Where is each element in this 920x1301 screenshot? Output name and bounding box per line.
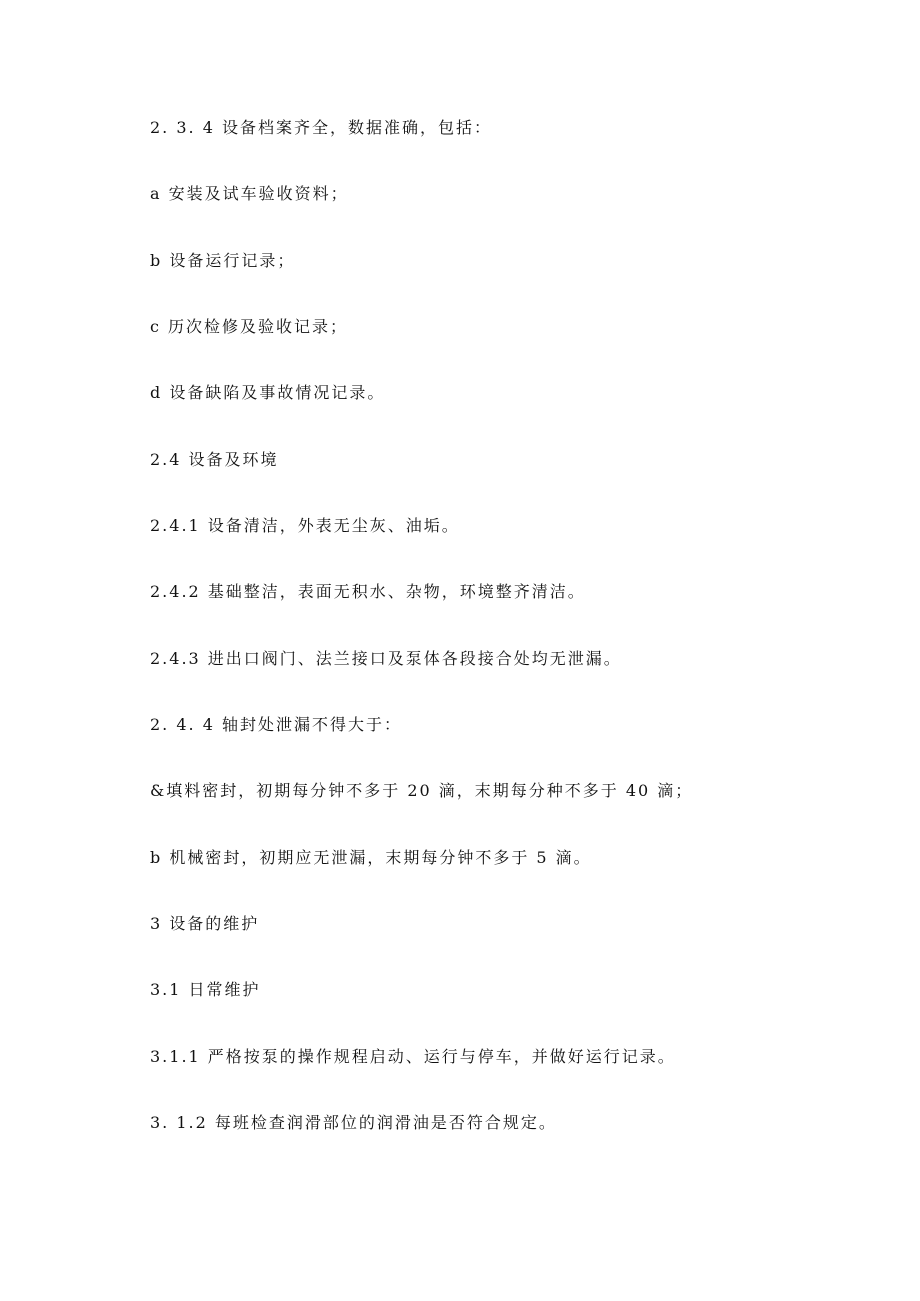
line-2-4-3: 2.4.3 进出口阀门、法兰接口及泵体各段接合处均无泄漏。 [150, 649, 622, 668]
line-packing-seal: &填料密封，初期每分钟不多于 20 滴，末期每分种不多于 40 滴； [150, 781, 694, 800]
line-2-4-4: 2. 4. 4 轴封处泄漏不得大于： [150, 715, 402, 734]
line-3-1-1: 3.1.1 严格按泵的操作规程启动、运行与停车，并做好运行记录。 [150, 1047, 676, 1066]
line-item-d: d 设备缺陷及事故情况记录。 [150, 383, 386, 402]
heading-2-4: 2.4 设备及环境 [150, 450, 279, 469]
heading-3-1: 3.1 日常维护 [150, 980, 261, 999]
line-2-3-4: 2. 3. 4 设备档案齐全，数据准确，包括： [150, 118, 492, 137]
line-item-a: a 安装及试车验收资料； [150, 184, 349, 203]
line-item-b: b 设备运行记录； [150, 251, 296, 270]
heading-3: 3 设备的维护 [150, 914, 260, 933]
line-mechanical-seal: b 机械密封，初期应无泄漏，末期每分钟不多于 5 滴。 [150, 848, 592, 867]
line-2-4-2: 2.4.2 基础整洁，表面无积水、杂物，环境整齐清洁。 [150, 582, 586, 601]
line-item-c: c 历次检修及验收记录； [150, 317, 349, 336]
line-2-4-1: 2.4.1 设备清洁，外表无尘灰、油垢。 [150, 516, 460, 535]
line-3-1-2: 3. 1.2 每班检查润滑部位的润滑油是否符合规定。 [150, 1113, 557, 1132]
